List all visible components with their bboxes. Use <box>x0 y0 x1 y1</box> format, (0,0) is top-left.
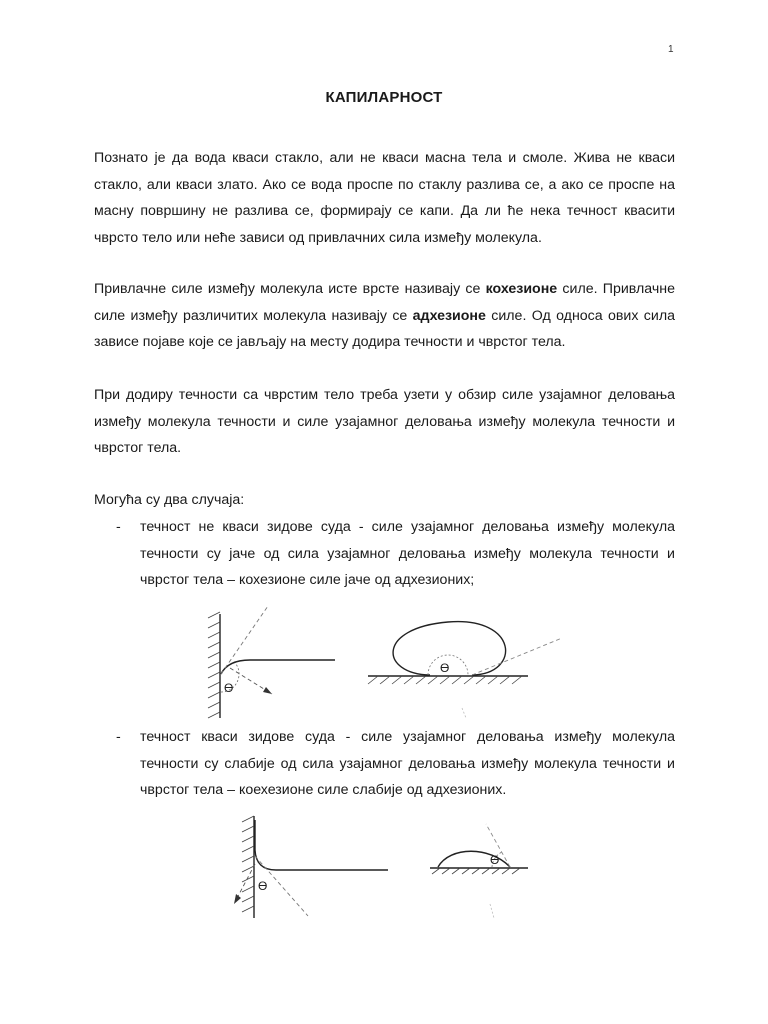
list-dash: - <box>116 729 121 745</box>
figure-non-wetting-wall <box>208 612 220 718</box>
figure-wetting-meniscus <box>255 820 388 870</box>
paragraph-intro: Познато је да вода кваси стакло, али не кваси масна тела и смоле. Жива не кваси стакло, али кваси злато. Ако се вода проспе по стаклу разлива се, а ако се проспе на масну површину не разлива се, формирају се капи. Да ли ће нека течност квасити чврсто тело или неће зависи од привлачних сила између молекула. <box>94 150 675 246</box>
figure-wetting-angle-label: ϴ <box>258 879 268 893</box>
figure-wetting-force <box>236 864 255 900</box>
figure-wetting-arrow <box>234 894 241 904</box>
figure-wetting <box>228 814 540 920</box>
list-item-text: течност кваси зидове суда - силе узајамног деловања између молекула течности су слабије од сила узајамног деловања између молекула течности и чврстог тела – коехезионе силе слабије од адхезионих. <box>140 729 675 798</box>
term-adhesion: адхезионе <box>412 307 486 324</box>
page-title: КАПИЛАРНОСТ <box>325 89 443 106</box>
paragraph-forces-text-2: силе. Привлачне силе између различитих молекула називају се <box>94 281 675 324</box>
figure-non-wetting-tangent <box>221 606 268 674</box>
figure-drop-angle-label: ϴ <box>440 661 450 675</box>
list-dash: - <box>116 519 121 535</box>
paragraph-contact: При додиру течности са чврстим тело треба узети у обзир силе узајамног деловања између молекула течности и силе узајамног деловања између молекула течности и чврстог тела. <box>94 387 675 456</box>
page-number: 1 <box>668 44 674 55</box>
figure-spread-drop <box>430 824 528 918</box>
paragraph-cases: Могућа су два случаја: <box>94 492 245 508</box>
figure-spread-drop-angle-label: ϴ <box>490 853 500 867</box>
figure-non-wetting <box>200 598 570 722</box>
paragraph-forces-text-3: силе. Од односа ових сила зависе појаве које се јављају на месту додира течности и чврстог тела. <box>94 307 675 350</box>
paragraph-forces-text-1: Привлачне силе између молекула исте врсте називају се <box>94 281 486 297</box>
paragraph-forces <box>94 276 675 356</box>
figure-drop-tangent <box>472 638 562 675</box>
list-item-text: течност не кваси зидове суда - силе узајамног деловања између молекула течности су јаче од сила узајамног деловања између молекула течности и чврстог тела – кохезионе силе јаче од адхезионих; <box>140 519 675 588</box>
figure-drop-outline <box>393 622 506 675</box>
figure-non-wetting-arrow <box>263 687 272 694</box>
figure-drop <box>368 622 562 718</box>
figure-wetting-wall <box>242 816 254 918</box>
term-cohesion: кохезионе <box>485 281 558 297</box>
figure-non-wetting-meniscus <box>221 660 335 674</box>
figure-non-wetting-angle-label: ϴ <box>224 681 234 695</box>
